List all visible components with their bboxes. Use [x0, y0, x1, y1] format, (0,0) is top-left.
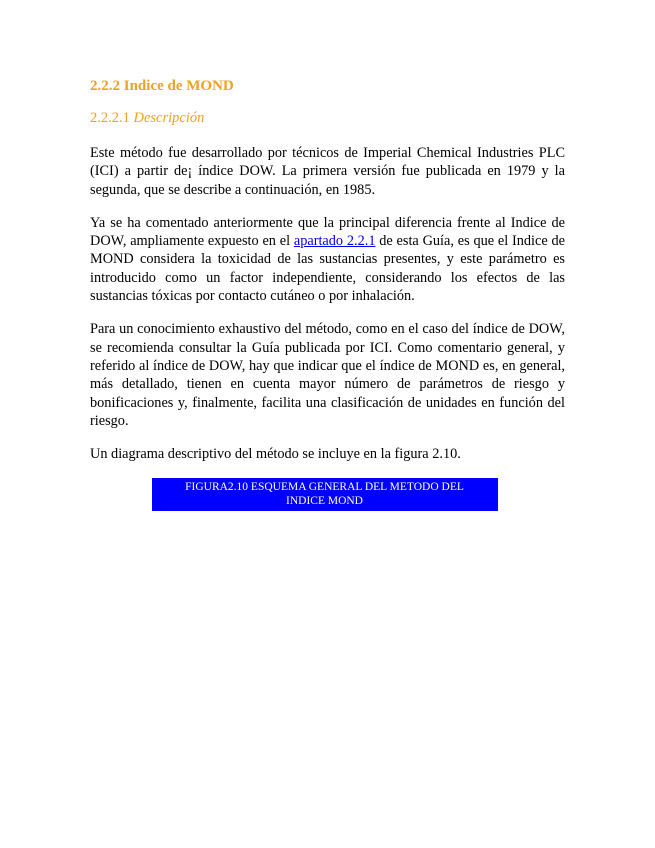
apartado-link[interactable]: apartado 2.2.1 — [293, 233, 376, 250]
figure-link-button[interactable] — [152, 478, 498, 511]
subsection-heading — [90, 109, 565, 127]
section-heading — [90, 77, 565, 95]
document-page — [90, 77, 565, 511]
subsection-title: Descripción — [133, 110, 205, 126]
figure-link-line1: FIGURA2.10 ESQUEMA GENERAL DEL METODO DEL — [185, 481, 464, 494]
paragraph-text: Ya se ha comentado anteriormente que la principal diferencia frente al Indice de DOW, ampliamente expuesto en el — [90, 214, 565, 250]
paragraph-toxicity — [90, 214, 565, 305]
figure-link-line2: INDICE MOND — [286, 495, 363, 508]
section-title: Indice de MOND — [123, 78, 234, 94]
paragraph-diagram: Un diagrama descriptivo del método se incluye en la figura 2.10. — [90, 446, 461, 463]
subsection-number: 2.2.2.1 — [90, 110, 130, 126]
section-number: 2.2.2 — [90, 78, 120, 94]
paragraph-text: de esta Guía, es que el Indice de MOND considera la toxicidad de las sustancias presentes, y este parámetro es introducido como un factor independiente, considerando los efectos de las sustancias tóxicas por contacto cutáneo o por inhalación. — [90, 233, 566, 305]
paragraph-guide: Para un conocimiento exhaustivo del método, como en el caso del índice de DOW, se recomienda consultar la Guía publicada por ICI. Como comentario general, y referido al índice de DOW, hay que indicar que el índice de MOND es, en general, más detallado, tienen en cuenta mayor número de parámetros de riesgo y bonificaciones y, finalmente, facilita una clasificación de unidades en función del riesgo. — [90, 321, 565, 429]
paragraph-intro: Este método fue desarrollado por técnicos de Imperial Chemical Industries PLC (ICI) a partir de¡ índice DOW. La primera versión fue publicada en 1979 y la segunda, que se describe a continuación, en 1985. — [90, 145, 565, 198]
